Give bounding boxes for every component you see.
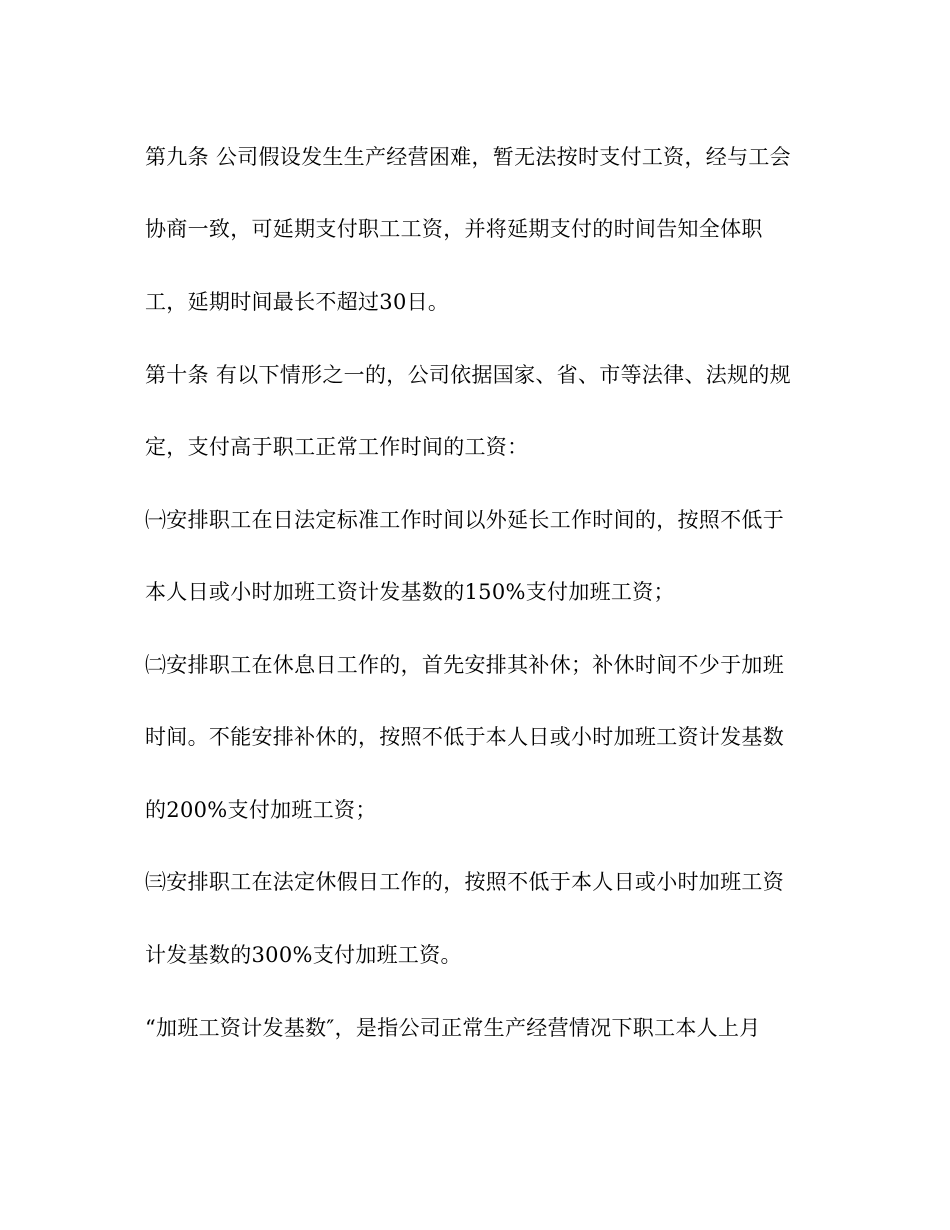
clause-2-line-2: 时间。不能安排补休的，按照不低于本人日或小时加班工资计发基数 [145, 725, 784, 749]
article-9-line-1: 第九条 公司假设发生生产经营困难，暂无法按时支付工资，经与工会 [145, 145, 791, 169]
article-10-line-2: 定，支付高于职工正常工作时间的工资： [145, 435, 529, 459]
clause-3-line-2: 计发基数的300%支付加班工资。 [145, 943, 462, 967]
clause-1-line-2: 本人日或小时加班工资计发基数的150%支付加班工资； [145, 580, 675, 604]
clause-2-line-3: 的200%支付加班工资； [145, 798, 377, 822]
clause-1-line-1: ㈠安排职工在日法定标准工作时间以外延长工作时间的，按照不低于 [145, 508, 784, 532]
clause-3-line-1: ㈢安排职工在法定休假日工作的，按照不低于本人日或小时加班工资 [145, 870, 784, 894]
article-9-line-2: 协商一致，可延期支付职工工资，并将延期支付的时间告知全体职 [145, 217, 763, 241]
article-10-line-1: 第十条 有以下情形之一的，公司依据国家、省、市等法律、法规的规 [145, 363, 791, 387]
definition-line-1: “加班工资计发基数″，是指公司正常生产经营情况下职工本人上月 [145, 1016, 761, 1040]
article-9-line-3: 工，延期时间最长不超过30日。 [145, 290, 450, 314]
clause-2-line-1: ㈡安排职工在休息日工作的，首先安排其补休；补休时间不少于加班 [145, 653, 784, 677]
